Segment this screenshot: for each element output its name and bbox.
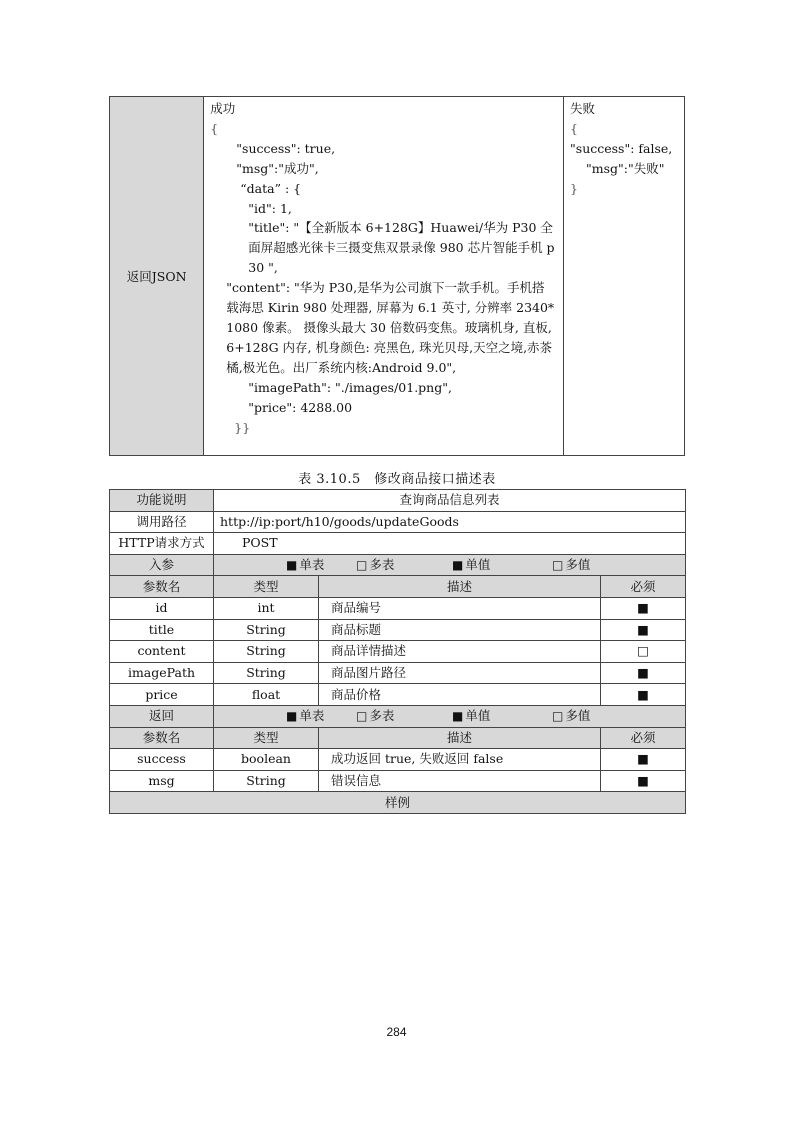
flag-multi-table	[356, 706, 452, 726]
code-line: "price": 4288.00	[248, 399, 353, 415]
path-label: 调用路径	[110, 511, 214, 533]
param-desc: 成功返回 true, 失败返回 false	[319, 749, 601, 771]
func-value: 查询商品信息列表	[214, 490, 686, 512]
unchecked-box-icon: □	[552, 709, 564, 724]
code-line: 成功	[210, 101, 236, 116]
flag-single-value	[452, 555, 552, 575]
param-desc: 错误信息	[319, 770, 601, 792]
param-required: ■	[601, 662, 686, 684]
unchecked-box-icon: □	[356, 558, 368, 573]
checked-box-icon: ■	[286, 709, 298, 724]
return-flags	[214, 705, 686, 727]
code-line: {	[570, 120, 578, 136]
checked-box-icon: ■	[286, 558, 298, 573]
param-name: content	[110, 641, 214, 663]
code-line: "title": "【全新版本 6+128G】Huawei/华为 P30 全面屏超感光徕卡三摄变焦双景录像 980 芯片智能手机 p30 ",	[248, 220, 555, 276]
col-header-name: 参数名	[110, 727, 214, 749]
param-desc: 商品图片路径	[319, 662, 601, 684]
input-flags-group	[218, 555, 681, 575]
col-header-desc: 描述	[319, 576, 601, 598]
func-row	[110, 490, 686, 512]
path-value: http://ip:port/h10/goods/updateGoods	[214, 511, 686, 533]
param-required: □	[601, 641, 686, 663]
method-row	[110, 533, 686, 555]
code-line: "msg":"失败"	[586, 160, 665, 176]
input-header-row	[110, 576, 686, 598]
return-flags-group	[218, 706, 681, 726]
param-row	[110, 684, 686, 706]
param-required: ■	[601, 749, 686, 771]
code-line: "imagePath": "./images/01.png",	[248, 379, 452, 395]
flag-single-value	[452, 706, 552, 726]
path-row	[110, 511, 686, 533]
method-label: HTTP请求方式	[110, 533, 214, 555]
param-desc: 商品价格	[319, 684, 601, 706]
code-line: "id": 1,	[248, 200, 292, 216]
param-type: float	[214, 684, 319, 706]
failure-json-cell	[564, 97, 685, 456]
input-flags	[214, 554, 686, 576]
code-line: "success": false,	[570, 140, 673, 156]
param-row	[110, 597, 686, 619]
page-number: 284	[386, 1025, 407, 1039]
param-required: ■	[601, 597, 686, 619]
col-header-type: 类型	[214, 727, 319, 749]
return-json-table	[109, 96, 685, 456]
param-type: String	[214, 662, 319, 684]
code-line: {	[210, 120, 219, 136]
flag-label: 多表	[369, 557, 395, 573]
unchecked-box-icon: □	[356, 709, 368, 724]
param-row	[110, 619, 686, 641]
flag-label: 单值	[465, 557, 491, 573]
param-type: int	[214, 597, 319, 619]
param-type: String	[214, 619, 319, 641]
unchecked-box-icon: □	[552, 558, 564, 573]
param-name: price	[110, 684, 214, 706]
checked-box-icon: ■	[452, 709, 464, 724]
flag-label: 多表	[369, 708, 395, 724]
flag-label: 多值	[565, 708, 591, 724]
param-row	[110, 641, 686, 663]
flag-multi-table	[356, 555, 452, 575]
param-row	[110, 662, 686, 684]
flag-label: 多值	[565, 557, 591, 573]
param-type: boolean	[214, 749, 319, 771]
api-description-table	[109, 489, 686, 814]
code-line: "success": true,	[236, 140, 336, 156]
col-header-name: 参数名	[110, 576, 214, 598]
example-label: 样例	[110, 792, 686, 814]
param-type: String	[214, 641, 319, 663]
col-header-required: 必须	[601, 576, 686, 598]
flag-single-table	[286, 555, 356, 575]
input-label: 入参	[110, 554, 214, 576]
param-desc: 商品编号	[319, 597, 601, 619]
param-desc: 商品标题	[319, 619, 601, 641]
success-json-code	[210, 99, 557, 437]
param-type: String	[214, 770, 319, 792]
table-caption: 表 3.10.5 修改商品接口描述表	[298, 472, 496, 487]
param-required: ■	[601, 684, 686, 706]
example-row	[110, 792, 686, 814]
return-flags-row	[110, 705, 686, 727]
func-label: 功能说明	[110, 490, 214, 512]
param-name: title	[110, 619, 214, 641]
code-line: }}	[234, 419, 251, 435]
flag-multi-value	[552, 555, 648, 575]
return-header-row	[110, 727, 686, 749]
col-header-required: 必须	[601, 727, 686, 749]
param-row	[110, 749, 686, 771]
param-desc: 商品详情描述	[319, 641, 601, 663]
param-name: imagePath	[110, 662, 214, 684]
method-value: POST	[214, 533, 686, 555]
return-label: 返回	[110, 705, 214, 727]
col-header-type: 类型	[214, 576, 319, 598]
col-header-desc: 描述	[319, 727, 601, 749]
flag-label: 单值	[465, 708, 491, 724]
code-line: "msg":"成功",	[236, 160, 319, 176]
param-name: success	[110, 749, 214, 771]
checked-box-icon: ■	[452, 558, 464, 573]
param-name: id	[110, 597, 214, 619]
input-flags-row	[110, 554, 686, 576]
failure-json-code	[570, 99, 678, 199]
flag-label: 单表	[299, 557, 325, 573]
return-json-label: 返回JSON	[110, 97, 204, 456]
flag-multi-value	[552, 706, 648, 726]
code-line: 失败	[570, 101, 596, 116]
flag-label: 单表	[299, 708, 325, 724]
param-row	[110, 770, 686, 792]
success-json-cell	[204, 97, 564, 456]
code-line: "content": "华为 P30,是华为公司旗下一款手机。手机搭载海思 Kirin 980 处理器, 屏幕为 6.1 英寸, 分辨率 2340*1080 像素。 摄像头最大 30 倍数码变焦。玻璃机身, 直板, 6+128G 内存, 机身颜色: 亮黑色, 珠光贝母,天空之境,赤茶橘,极光色。出厂系统内核:Android 9.0",	[226, 280, 556, 375]
code-line: “data” : {	[240, 180, 302, 196]
param-name: msg	[110, 770, 214, 792]
param-required: ■	[601, 619, 686, 641]
code-line: }	[570, 180, 578, 196]
param-required: ■	[601, 770, 686, 792]
flag-single-table	[286, 706, 356, 726]
